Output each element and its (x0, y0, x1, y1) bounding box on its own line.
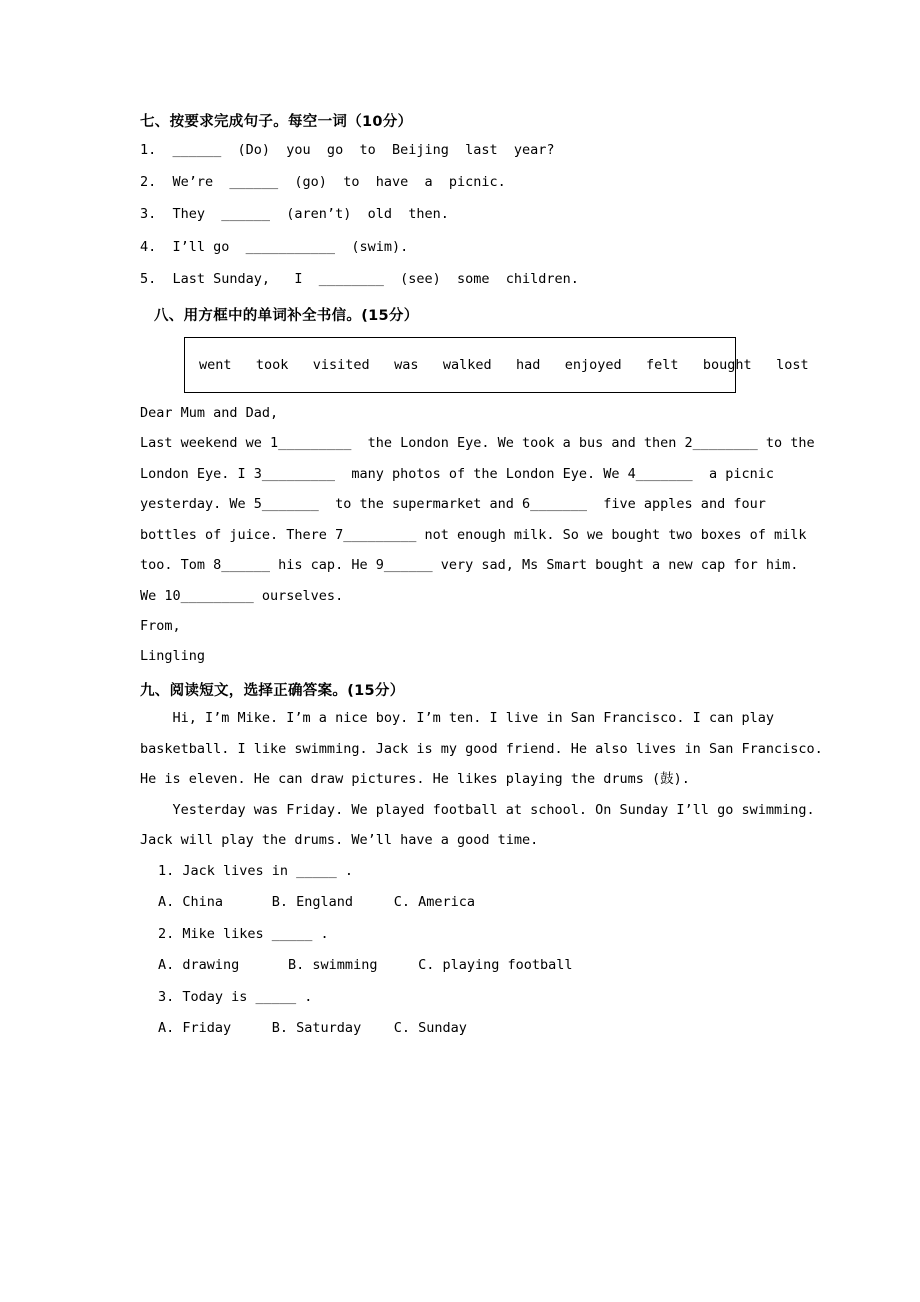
letter-closing: From, (140, 618, 181, 635)
section-7-item-2: 2. We’re ______ (go) to have a picnic. (140, 174, 506, 191)
letter-body-line: bottles of juice. There 7_________ not enough milk. So we bought two boxes of milk (140, 526, 807, 543)
question-stem: 3. Today is _____ . (158, 988, 313, 1005)
word-bank-box (184, 337, 809, 393)
question-stem: 2. Mike likes _____ . (158, 925, 329, 942)
section-8 (140, 304, 815, 664)
question-options[interactable]: A. China B. England C. America (158, 894, 475, 911)
letter-body-line: Last weekend we 1_________ the London Eye. We took a bus and then 2________ to the (140, 435, 815, 452)
letter-body-line: too. Tom 8______ his cap. He 9______ very sad, Ms Smart bought a new cap for him. (140, 557, 799, 574)
question-options[interactable]: A. drawing B. swimming C. playing football (158, 957, 573, 974)
letter-body-line: We 10_________ ourselves. (140, 587, 344, 604)
section-9 (140, 679, 823, 1037)
letter-body-line: yesterday. We 5_______ to the supermarket and 6_______ five apples and four (140, 496, 766, 513)
letter-body-line: London Eye. I 3_________ many photos of the London Eye. We 4_______ a picnic (140, 465, 774, 482)
section-7-item-3: 3. They ______ (aren’t) old then. (140, 206, 449, 223)
section-8-heading: 八、用方框中的单词补全书信。(15分） (154, 307, 419, 324)
passage-line: Hi, I’m Mike. I’m a nice boy. I’m ten. I live in San Francisco. I can play (140, 710, 774, 727)
passage-line: Yesterday was Friday. We played football at school. On Sunday I’ll go swimming. (140, 801, 815, 818)
passage-line: Jack will play the drums. We’ll have a good time. (140, 832, 539, 849)
word-bank-words: went took visited was walked had enjoyed felt bought lost (199, 356, 809, 373)
section-7-item-1: 1. ______ (Do) you go to Beijing last year? (140, 142, 555, 158)
section-9-heading: 九、阅读短文，选择正确答案。(15分） (140, 683, 405, 700)
section-7 (140, 110, 780, 286)
question-options[interactable]: A. Friday B. Saturday C. Sunday (158, 1020, 467, 1037)
letter-signature: Lingling (140, 647, 206, 664)
question-stem: 1. Jack lives in _____ . (158, 862, 354, 879)
section-7-item-4: 4. I’ll go ___________ (swim). (140, 238, 409, 255)
section-7-item-5: 5. Last Sunday, I ________ (see) some children. (140, 270, 579, 287)
passage-line: basketball. I like swimming. Jack is my good friend. He also lives in San Francisco. (140, 740, 823, 757)
letter-salutation: Dear Mum and Dad, (140, 404, 279, 421)
section-7-heading: 七、按要求完成句子。每空一词（10分） (140, 114, 413, 130)
passage-line: He is eleven. He can draw pictures. He likes playing the drums (鼓). (140, 771, 690, 788)
